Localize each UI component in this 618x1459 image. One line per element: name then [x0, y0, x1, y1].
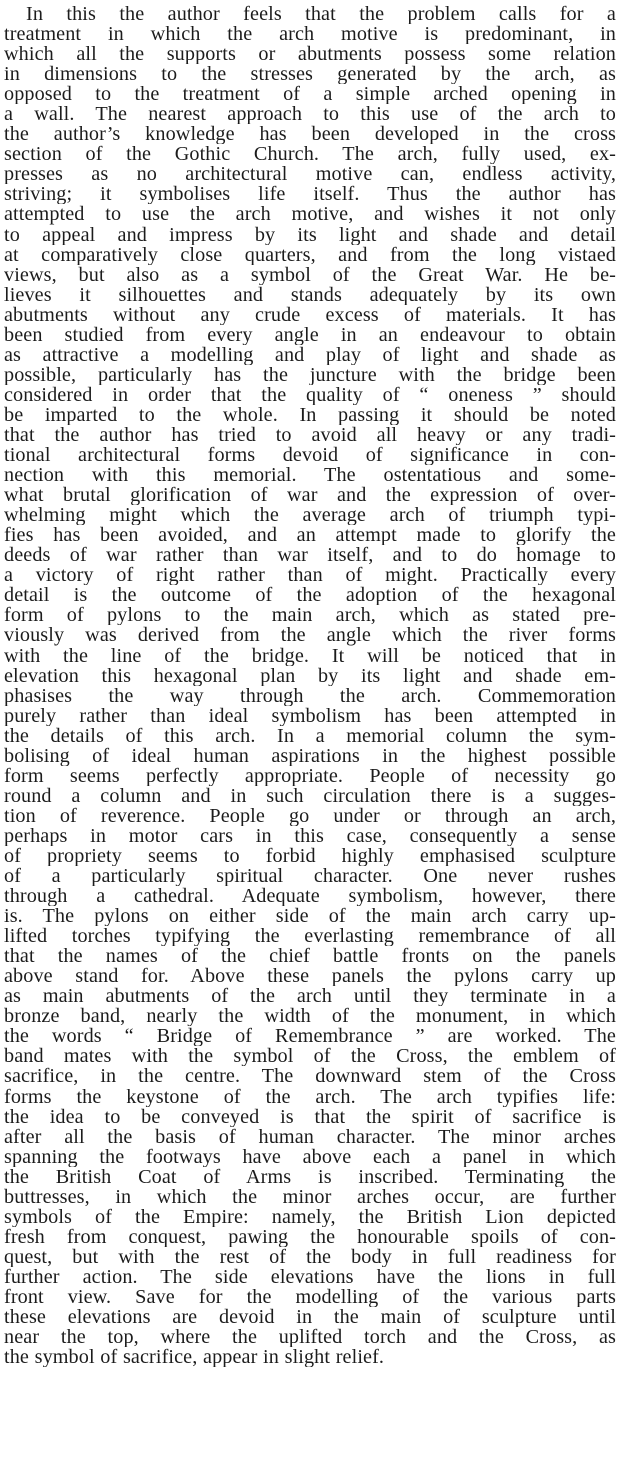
text-line: of a particularly spiritual character. One never rushes — [4, 866, 616, 887]
text-line: round a column and in such circulation there is a sugges- — [4, 785, 616, 806]
text-line: which all the supports or abutments possess some relation — [4, 44, 616, 65]
text-line: what brutal glorification of war and the expression of over- — [4, 485, 616, 506]
text-line: been studied from every angle in an endeavour to obtain — [4, 324, 616, 345]
text-line: above stand for. Above these panels the pylons carry up — [4, 966, 616, 987]
text-line: form of pylons to the main arch, which as stated pre- — [4, 605, 616, 626]
text-line: that the names of the chief battle fronts on the panels — [4, 946, 616, 967]
text-line: fresh from conquest, pawing the honourable spoils of con- — [4, 1226, 616, 1247]
text-line: to appeal and impress by its light and shade and detail — [4, 224, 616, 245]
text-line: views, but also as a symbol of the Great War. He be- — [4, 264, 616, 285]
text-line: lifted torches typifying the everlasting remembrance of all — [4, 926, 616, 947]
text-line: In this the author feels that the problem calls for a — [26, 4, 616, 25]
text-line: these elevations are devoid in the main of sculpture until — [4, 1307, 616, 1328]
text-line: the idea to be conveyed is that the spirit of sacrifice is — [4, 1106, 616, 1127]
text-line: at comparatively close quarters, and from the long vistaed — [4, 244, 616, 265]
text-line: with the line of the bridge. It will be noticed that in — [4, 645, 616, 666]
text-line: the British Coat of Arms is inscribed. Terminating the — [4, 1166, 616, 1187]
text-line: tion of reverence. People go under or through an arch, — [4, 805, 616, 826]
text-line: further action. The side elevations have the lions in full — [4, 1266, 616, 1287]
text-line: possible, particularly has the juncture with the bridge been — [4, 364, 616, 385]
text-line: be imparted to the whole. In passing it should be noted — [4, 404, 616, 425]
text-line: in dimensions to the stresses generated by the arch, as — [4, 64, 616, 85]
text-line: as main abutments of the arch until they terminate in a — [4, 986, 616, 1007]
text-line: sacrifice, in the centre. The downward stem of the Cross — [4, 1066, 616, 1087]
text-line: band mates with the symbol of the Cross, the emblem of — [4, 1046, 616, 1067]
text-line: deeds of war rather than war itself, and to do homage to — [4, 545, 616, 566]
text-line: front view. Save for the modelling of the various parts — [4, 1287, 616, 1308]
text-line: a wall. The nearest approach to this use of the arch to — [4, 104, 616, 125]
text-line: opposed to the treatment of a simple arched opening in — [4, 84, 616, 105]
text-line: near the top, where the uplifted torch and the Cross, as — [4, 1327, 616, 1348]
article-body — [4, 4, 616, 1367]
text-line: spanning the footways have above each a panel in which — [4, 1146, 616, 1167]
text-line: bronze band, nearly the width of the monument, in which — [4, 1006, 616, 1027]
text-line: fies has been avoided, and an attempt made to glorify the — [4, 525, 616, 546]
text-line: whelming might which the average arch of triumph typi- — [4, 505, 616, 526]
text-line: phasises the way through the arch. Commemoration — [4, 685, 616, 706]
text-line: bolising of ideal human aspirations in the highest possible — [4, 745, 616, 766]
text-line: abutments without any crude excess of materials. It has — [4, 304, 616, 325]
text-line: the words “ Bridge of Remembrance ” are worked. The — [4, 1026, 616, 1047]
text-line: the author’s knowledge has been developed in the cross — [4, 124, 616, 145]
text-line: presses as no architectural motive can, endless activity, — [4, 164, 616, 185]
text-line: quest, but with the rest of the body in full readiness for — [4, 1246, 616, 1267]
text-line: purely rather than ideal symbolism has been attempted in — [4, 705, 616, 726]
text-line: form seems perfectly appropriate. People of necessity go — [4, 765, 616, 786]
text-line: the symbol of sacrifice, appear in slight relief. — [4, 1347, 385, 1368]
text-line: treatment in which the arch motive is predominant, in — [4, 24, 616, 45]
text-line: as attractive a modelling and play of light and shade as — [4, 344, 616, 365]
text-line: the details of this arch. In a memorial column the sym- — [4, 725, 616, 746]
text-line: striving; it symbolises life itself. Thus the author has — [4, 184, 616, 205]
text-line: through a cathedral. Adequate symbolism, however, there — [4, 886, 616, 907]
text-line: after all the basis of human character. The minor arches — [4, 1126, 616, 1147]
text-line: lieves it silhouettes and stands adequately by its own — [4, 284, 616, 305]
text-line: considered in order that the quality of “ oneness ” should — [4, 384, 616, 405]
text-line: perhaps in motor cars in this case, consequently a sense — [4, 825, 616, 846]
text-line: viously was derived from the angle which the river forms — [4, 625, 616, 646]
text-line: detail is the outcome of the adoption of the hexagonal — [4, 585, 616, 606]
text-line: section of the Gothic Church. The arch, fully used, ex- — [4, 144, 616, 165]
text-line: a victory of right rather than of might. Practically every — [4, 565, 616, 586]
text-line: that the author has tried to avoid all heavy or any tradi- — [4, 424, 616, 446]
text-line: of propriety seems to forbid highly emphasised sculpture — [4, 845, 616, 867]
text-line: tional architectural forms devoid of significance in con- — [4, 445, 616, 466]
text-line: symbols of the Empire: namely, the British Lion depicted — [4, 1206, 616, 1227]
text-line: elevation this hexagonal plan by its light and shade em- — [4, 665, 616, 686]
text-line: is. The pylons on either side of the main arch carry up- — [4, 906, 616, 927]
text-line: buttresses, in which the minor arches occur, are further — [4, 1186, 616, 1207]
text-line: nection with this memorial. The ostentatious and some- — [4, 465, 616, 486]
text-line: forms the keystone of the arch. The arch typifies life: — [4, 1086, 616, 1107]
text-line: attempted to use the arch motive, and wishes it not only — [4, 204, 616, 225]
